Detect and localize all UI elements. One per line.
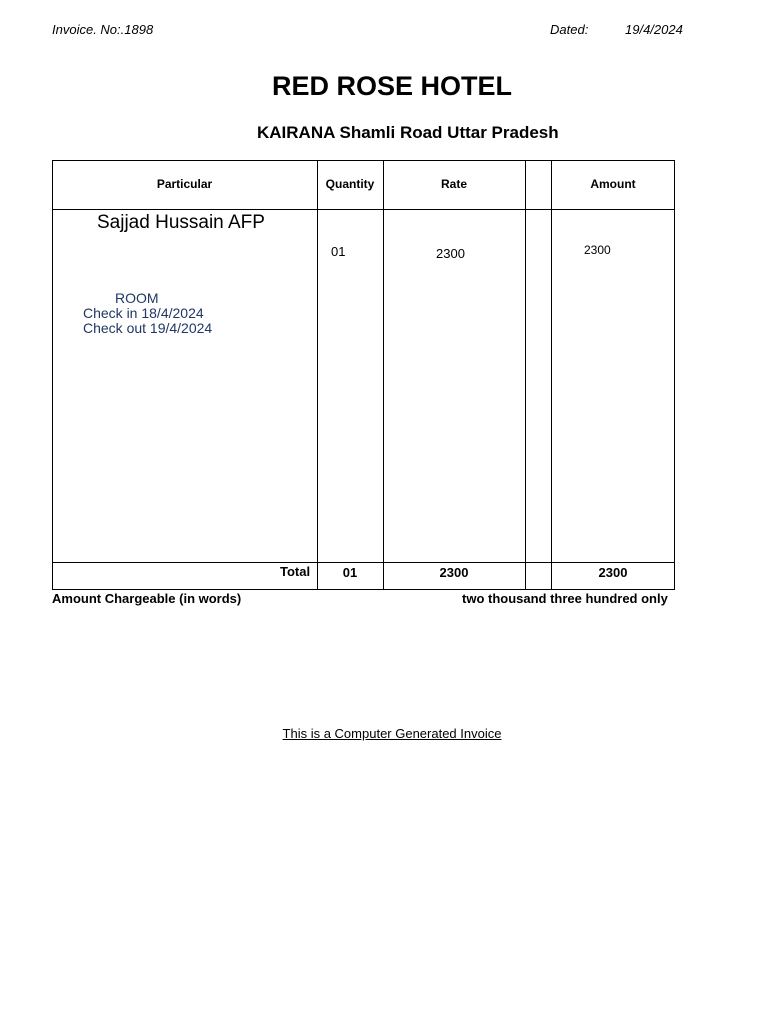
invoice-number: Invoice. No:.1898 (52, 22, 154, 37)
column-header-particular: Particular (156, 177, 213, 191)
column-divider (551, 160, 552, 590)
amount-in-words-label: Amount Chargeable (in words) (52, 591, 242, 606)
check-in-date: Check in 18/4/2024 (83, 305, 204, 321)
column-divider (383, 160, 384, 590)
total-quantity: 01 (342, 565, 358, 580)
column-header-rate: Rate (440, 177, 467, 191)
room-label: ROOM (115, 290, 159, 306)
computer-generated-note: This is a Computer Generated Invoice (282, 726, 502, 741)
item-amount: 2300 (584, 243, 611, 257)
item-quantity: 01 (331, 244, 346, 259)
column-header-amount: Amount (590, 177, 636, 191)
column-divider (525, 160, 526, 590)
guest-name: Sajjad Hussain AFP (97, 212, 265, 233)
dated-value: 19/4/2024 (625, 22, 683, 37)
total-rate: 2300 (439, 565, 469, 580)
column-divider (317, 160, 318, 590)
item-rate: 2300 (436, 246, 465, 261)
total-label: Total (280, 564, 311, 579)
header-row-divider (52, 209, 675, 210)
hotel-name: RED ROSE HOTEL (271, 71, 513, 101)
total-row-divider (52, 562, 675, 563)
total-amount: 2300 (598, 565, 628, 580)
check-out-date: Check out 19/4/2024 (83, 320, 213, 336)
column-header-quantity: Quantity (325, 177, 375, 191)
hotel-address: KAIRANA Shamli Road Uttar Pradesh (257, 123, 559, 142)
dated-label: Dated: (550, 22, 589, 37)
amount-in-words-value: two thousand three hundred only (462, 591, 668, 606)
